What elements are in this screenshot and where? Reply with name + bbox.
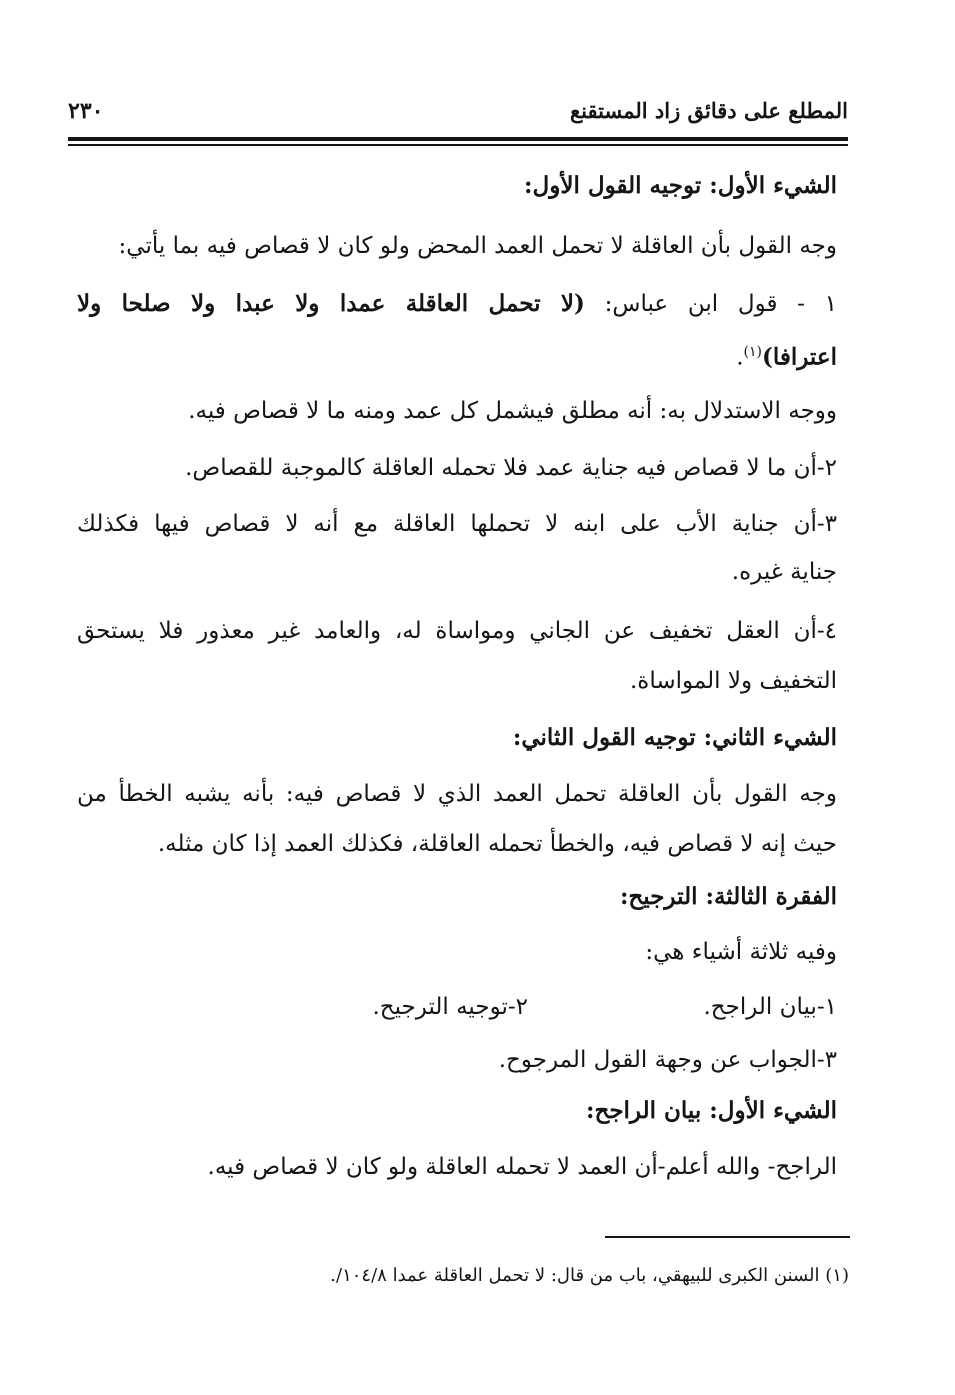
heading-second-view: الشيء الثاني: توجيه القول الثاني: bbox=[512, 724, 837, 751]
footnote-marker: (١) bbox=[743, 344, 762, 360]
paragraph-line: جناية غيره. bbox=[731, 559, 837, 585]
item-lead: ١ - قول ابن عباس: bbox=[584, 291, 837, 317]
paragraph-line: ووجه الاستدلال به: أنه مطلق فيشمل كل عمد ومنه ما لا قصاص فيه. bbox=[188, 398, 837, 424]
quoted-narration: (لا تحمل العاقلة عمدا ولا عبدا ولا صلحا ولا bbox=[77, 290, 585, 317]
paragraph-line: وفيه ثلاثة أشياء هي: bbox=[645, 939, 837, 965]
paragraph-line: ٤-أن العقل تخفيف عن الجاني ومواساة له، والعامد غير معذور فلا يستحق bbox=[77, 618, 837, 644]
heading-first-view: الشيء الأول: توجيه القول الأول: bbox=[524, 172, 837, 199]
list-item: ٢-توجيه الترجيح. bbox=[372, 994, 528, 1020]
paragraph-line-ibn-abbas bbox=[77, 287, 837, 321]
book-title: المطلع على دقائق زاد المستقنع bbox=[569, 98, 848, 123]
paragraph-line: وجه القول بأن العاقلة تحمل العمد الذي لا قصاص فيه: بأنه يشبه الخطأ من bbox=[77, 781, 837, 807]
period: . bbox=[736, 344, 744, 371]
paragraph-line: حيث إنه لا قصاص فيه، والخطأ تحمله العاقلة، فكذلك العمد إذا كان مثله. bbox=[157, 831, 837, 857]
header-rule-thick bbox=[68, 137, 848, 141]
paragraph-line: ٢-أن ما لا قصاص فيه جناية عمد فلا تحمله العاقلة كالموجبة للقصاص. bbox=[185, 455, 837, 481]
heading-preferred-view: الشيء الأول: بيان الراجح: bbox=[585, 1097, 837, 1124]
footnote: (١) السنن الكبرى للبيهقي، باب من قال: لا تحمل العاقلة عمدا ١٠٤/٨/. bbox=[330, 1265, 849, 1286]
paragraph-line: الراجح- والله أعلم-أن العمد لا تحمله العاقلة ولو كان لا قصاص فيه. bbox=[207, 1154, 837, 1180]
list-item: ٣-الجواب عن وجهة القول المرجوح. bbox=[498, 1047, 837, 1073]
quoted-narration-end: اعترافا) bbox=[761, 343, 837, 371]
running-header bbox=[68, 96, 848, 130]
paragraph-line: وجه القول بأن العاقلة لا تحمل العمد المحض ولو كان لا قصاص فيه بما يأتي: bbox=[118, 233, 837, 259]
header-rule-thin bbox=[68, 144, 848, 146]
page-number: ٢٣٠ bbox=[68, 98, 104, 124]
list-item: ١-بيان الراجح. bbox=[703, 994, 837, 1020]
footnote-separator bbox=[605, 1236, 850, 1238]
paragraph-line bbox=[77, 335, 837, 375]
heading-preference: الفقرة الثالثة: الترجيح: bbox=[619, 883, 837, 910]
paragraph-line: التخفيف ولا المواساة. bbox=[629, 668, 837, 694]
paragraph-line: ٣-أن جناية الأب على ابنه لا تحملها العاقلة مع أنه لا قصاص فيها فكذلك bbox=[77, 511, 837, 537]
